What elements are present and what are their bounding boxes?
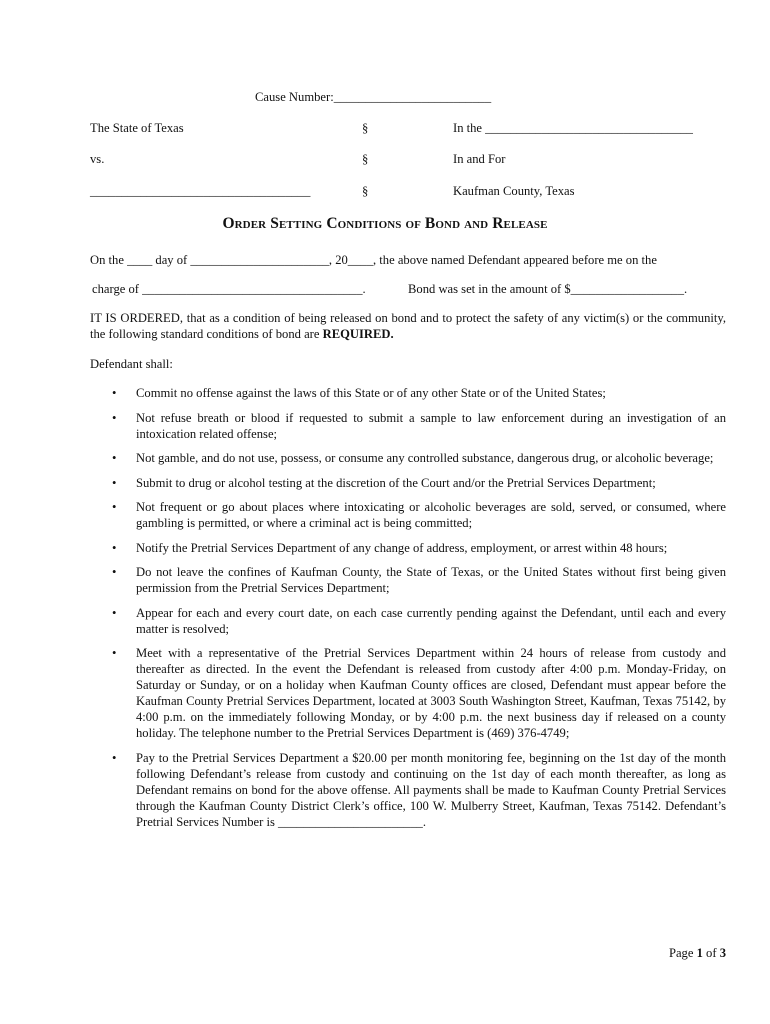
list-item: • Not refuse breath or blood if requested to submit a sample to law enforcement during an investigation of an intoxication related offense; <box>90 410 726 442</box>
page-number: Page 1 of 3 <box>668 946 726 960</box>
list-item: • Do not leave the confines of Kaufman County, the State of Texas, or the United States without first being given permission from the Pretrial Services Department; <box>90 564 726 596</box>
section-sign: § <box>362 152 369 166</box>
ordered-paragraph: IT IS ORDERED, that as a condition of being released on bond and to protect the safety of any victim(s) or the community, the following standard conditions of bond are REQUIRED. <box>90 311 726 341</box>
list-item: • Meet with a representative of the Pretrial Services Department within 24 hours of release from custody and thereafter as directed. In the event the Defendant is released from custody after 4:00 p.m. Monday-Friday, on Saturday or Sunday, or on a holiday when Kaufman County offices are closed, Defendant must appear before the Kaufman County Pretrial Services Department, located at 3003 South Washington Street, Kaufman, Texas 75142, by 4:00 p.m. on the immediately following Monday, or by 4:00 p.m. the next business day if released on a county holiday. The telephone number to the Pretrial Services Department is (469) 376-4749; <box>90 645 726 741</box>
list-item: • Appear for each and every court date, on each case currently pending against the Defendant, until each and every matter is resolved; <box>90 605 726 637</box>
document-title: Order Setting Conditions of Bond and Release <box>222 215 548 232</box>
section-sign: § <box>362 184 369 198</box>
caption-left-vs: vs. <box>90 152 105 166</box>
list-item: • Notify the Pretrial Services Department of any change of address, employment, or arrest within 48 hours; <box>90 540 726 556</box>
section-sign: § <box>362 121 369 135</box>
bond-amount-line: Bond was set in the amount of $__________________. <box>408 282 688 296</box>
charge-line: charge of ___________________________________. <box>92 282 366 296</box>
conditions-list <box>90 385 726 838</box>
list-item: • Not frequent or go about places where intoxicating or alcoholic beverages are sold, served, or consumed, where gambling is permitted, or where a criminal act is being committed; <box>90 499 726 531</box>
caption-left-defendant-blank: ___________________________________ <box>90 184 311 198</box>
list-item: • Not gamble, and do not use, possess, or consume any controlled substance, dangerous drug, or alcoholic beverage; <box>90 450 726 466</box>
defendant-shall-label: Defendant shall: <box>90 357 173 371</box>
caption-left-state: The State of Texas <box>90 121 184 135</box>
list-item: • Commit no offense against the laws of this State or of any other State or of the United States; <box>90 385 726 401</box>
list-item: • Submit to drug or alcohol testing at the discretion of the Court and/or the Pretrial Services Department; <box>90 475 726 491</box>
list-item: • Pay to the Pretrial Services Department a $20.00 per month monitoring fee, beginning on the 1st day of the month following Defendant’s release from custody and continuing on the 1st day of each month thereafter, as long as Defendant remains on bond for the above offense. All payments shall be made to Kaufman County Pretrial Services through the Kaufman County District Clerk’s office, 100 W. Mulberry Street, Kaufman, Texas 75142. Defendant’s Pretrial Services Number is _______________________. <box>90 750 726 830</box>
caption-right-county: Kaufman County, Texas <box>453 184 575 198</box>
appearance-line: On the ____ day of ______________________, 20____, the above named Defendant appeared before me on the <box>90 253 657 267</box>
caption-right-court: In the _________________________________ <box>453 121 693 135</box>
cause-number: Cause Number:_________________________ <box>255 90 492 104</box>
caption-right-in-and-for: In and For <box>453 152 506 166</box>
